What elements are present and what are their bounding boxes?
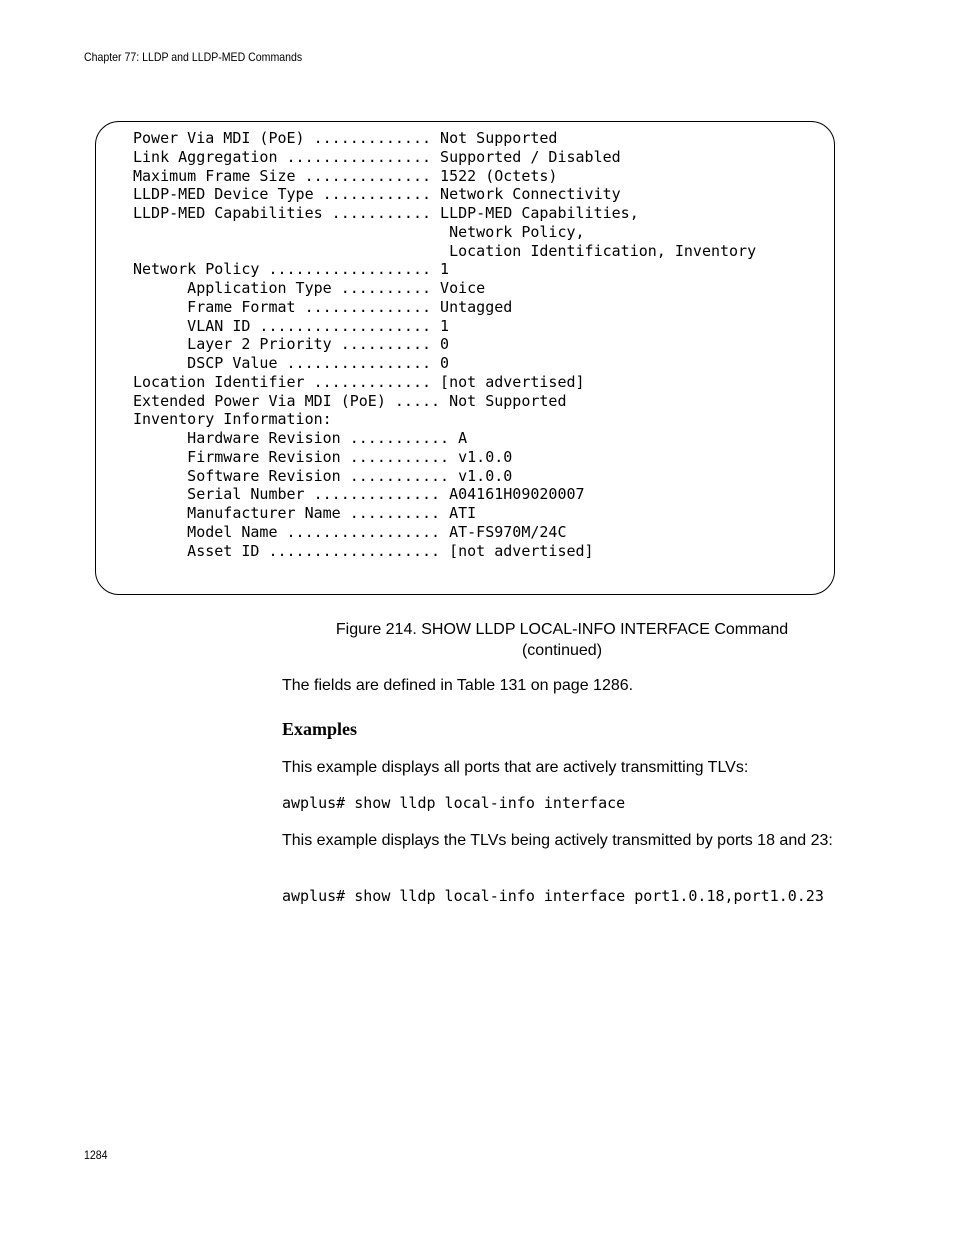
examples-heading: Examples	[282, 719, 358, 739]
terminal-line: Location Identifier ............. [not advertised]	[133, 372, 585, 391]
terminal-line: DSCP Value ................ 0	[133, 354, 450, 372]
example2-description: This example displays the TLVs being actively transmitted by ports 18 and 23:	[282, 832, 833, 849]
terminal-line: Link Aggregation ................ Supported / Disabled	[133, 147, 621, 166]
terminal-line: Manufacturer Name .......... ATI	[133, 504, 477, 522]
example1-description: This example displays all ports that are actively transmitting TLVs:	[282, 759, 749, 776]
fields-definition-text: The fields are defined in Table 131 on page 1286.	[282, 677, 634, 694]
example2-command: awplus# show lldp local-info interface port1.0.18,port1.0.23	[282, 887, 824, 905]
terminal-line: Application Type .......... Voice	[133, 279, 486, 297]
terminal-line: Power Via MDI (PoE) ............. Not Supported	[133, 129, 558, 147]
figure-caption-title: Figure 214. SHOW LLDP LOCAL-INFO INTERFACE Command	[335, 621, 789, 638]
chapter-header: Chapter 77: LLDP and LLDP-MED Commands	[84, 50, 303, 64]
terminal-line: Location Identification, Inventory	[133, 241, 757, 260]
terminal-line: Maximum Frame Size .............. 1522 (Octets)	[133, 166, 558, 185]
terminal-line: Hardware Revision ........... A	[133, 429, 468, 447]
terminal-line: Serial Number .............. A04161H09020007	[133, 485, 585, 504]
terminal-line: Network Policy,	[133, 222, 585, 241]
figure-caption	[300, 619, 824, 661]
example1-command: awplus# show lldp local-info interface	[282, 794, 626, 812]
terminal-line: LLDP-MED Capabilities ........... LLDP-MED Capabilities,	[133, 204, 639, 222]
terminal-line: Frame Format .............. Untagged	[133, 297, 513, 316]
terminal-line: Extended Power Via MDI (PoE) ..... Not Supported	[133, 391, 567, 410]
terminal-line: Inventory Information:	[133, 410, 332, 429]
figure-caption-continued: (continued)	[521, 642, 603, 659]
terminal-line: Model Name ................. AT-FS970M/24C	[133, 522, 567, 541]
terminal-output	[133, 129, 756, 560]
terminal-line: Network Policy .................. 1	[133, 260, 450, 279]
terminal-line: Firmware Revision ........... v1.0.0	[133, 447, 513, 466]
terminal-line: LLDP-MED Device Type ............ Network Connectivity	[133, 185, 621, 204]
terminal-line: VLAN ID ................... 1	[133, 316, 450, 335]
page-number: 1284	[84, 1148, 108, 1162]
terminal-line: Layer 2 Priority .......... 0	[133, 335, 450, 354]
terminal-line: Software Revision ........... v1.0.0	[133, 466, 513, 485]
terminal-line: Asset ID ................... [not advertised]	[133, 541, 594, 560]
